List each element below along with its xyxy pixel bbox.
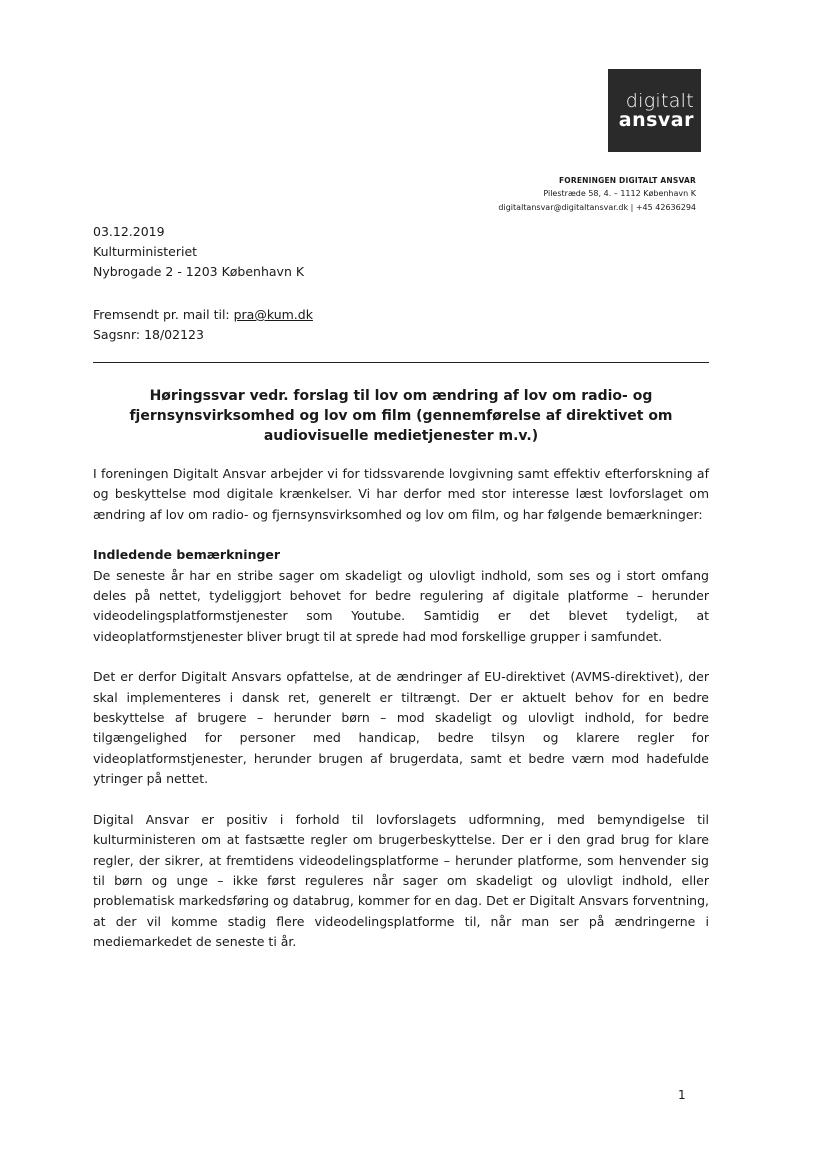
logo-line2: ansvar <box>618 109 694 131</box>
divider <box>93 362 709 363</box>
email-link[interactable]: pra@kum.dk <box>233 307 313 322</box>
paragraph-2: Det er derfor Digitalt Ansvars opfattelse, at de ændringer af EU-direktivet (AVMS-direktivet), der skal implementeres i dansk ret, generelt er tiltrængt. Der er aktuelt behov for en bedre beskyttelse af brugere – herunder børn – mod skadeligt og ulovligt indhold, for bedre tilgængelighed for personer med handicap, bedre tilsyn og klarere regler for videoplatformstjenester, herunder brugen af brugerdata, samt et bedre værn mod hadefulde ytringer på nettet. <box>93 669 709 787</box>
org-address: Pilestræde 58, 4. – 1112 København K <box>543 189 696 198</box>
recipient-ministry: Kulturministeriet <box>93 244 198 259</box>
sent-block <box>93 305 313 345</box>
org-name: FORENINGEN DIGITALT ANSVAR <box>558 176 696 185</box>
organization-header <box>498 175 696 215</box>
document-title: Høringssvar vedr. forslag til lov om ændring af lov om radio- og fjernsynsvirksomhed og lov om film (gennemførelse af direktivet om audiovisuelle medietjenester m.v.) <box>129 388 673 444</box>
document-body <box>93 464 709 953</box>
recipient-block <box>93 222 304 282</box>
sent-line <box>93 305 313 325</box>
letter-date: 03.12.2019 <box>93 224 165 239</box>
page-number: 1 <box>678 1088 686 1102</box>
intro-paragraph: I foreningen Digitalt Ansvar arbejder vi for tidssvarende lovgivning samt effektiv efterforskning af og beskyttelse mod digitale krænkelser. Vi har derfor med stor interesse læst lovforslaget om ændring af lov om radio- og fjernsynsvirksomhed og lov om film, og har følgende bemærkninger: <box>93 466 709 522</box>
recipient-address: Nybrogade 2 - 1203 København K <box>93 264 305 279</box>
sent-label: Fremsendt pr. mail til: <box>93 307 234 322</box>
digitalt-ansvar-logo <box>608 69 701 152</box>
case-number: Sagsnr: 18/02123 <box>93 327 204 342</box>
paragraph-1: De seneste år har en stribe sager om skadeligt og ulovligt indhold, som ses og i stort omfang deles på nettet, tydeliggjort behovet for bedre regulering af digitale platforme – herunder videodelingsplatformstjenester som Youtube. Samtidig er det blevet tydeligt, at videoplatformstjenester bliver brugt til at sprede had mod forskellige grupper i samfundet. <box>93 567 709 644</box>
org-contact: digitaltansvar@digitaltansvar.dk | +45 42636294 <box>498 203 696 212</box>
section-heading: Indledende bemærkninger <box>93 547 281 563</box>
paragraph-3: Digital Ansvar er positiv i forhold til lovforslagets udformning, med bemyndigelse til kulturministeren om at fastsætte regler om brugerbeskyttelse. Der er i den grad brug for klare regler, der sikrer, at fremtidens videodelingsplatforme – herunder platforme, som henvender sig til børn og unge – ikke først reguleres når sager om skadeligt og ulovligt indhold, eller problematisk markedsføring og databrug, kommer for en dag. Det er Digitalt Ansvars forventning, at der vil komme stadig flere videodelingsplatforme til, når man ser på ændringerne i mediemarkedet de seneste ti år. <box>93 811 709 950</box>
logo-line1: digitalt <box>625 90 694 112</box>
